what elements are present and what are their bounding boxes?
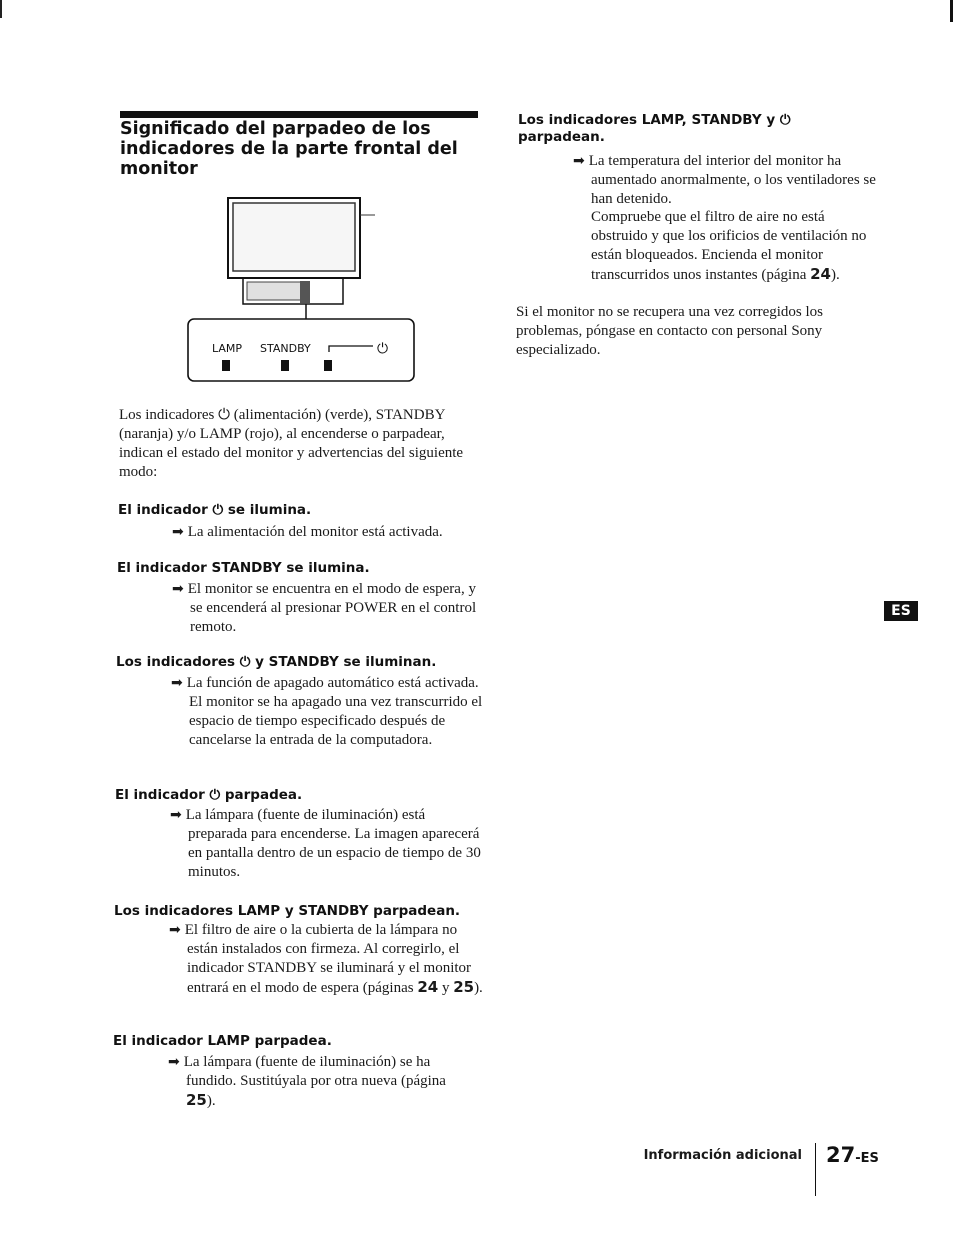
- arrow-icon: ➡: [168, 1054, 180, 1070]
- page-ref: 25: [453, 978, 475, 996]
- section-heading: El indicador STANDBY se ilumina.: [117, 560, 370, 576]
- monitor-screen: [233, 203, 355, 271]
- language-tab: ES: [884, 601, 918, 621]
- arrow-icon: ➡: [573, 153, 585, 169]
- scan-edge-mark: [0, 0, 2, 18]
- section-heading: Los indicadores LAMP y STANDBY parpadean.: [114, 903, 461, 919]
- section-heading: El indicador ⏻ parpadea.: [115, 787, 303, 803]
- standby-indicator: [281, 360, 289, 371]
- section-text: ➡ La lámpara (fuente de iluminación) está preparada para encenderse. La imagen aparecerá en pantalla dentro de un espacio de tiempo de 30 minutos.: [170, 807, 481, 880]
- page-ref: 24: [417, 978, 439, 996]
- arrow-icon: ➡: [172, 524, 184, 540]
- power-indicator: [324, 360, 332, 371]
- section-text: ➡ La alimentación del monitor está activada.: [172, 524, 443, 540]
- footer-rule: [815, 1143, 816, 1196]
- section-text: ➡ La función de apagado automático está activada. El monitor se ha apagado una vez transcurrido el espacio de tiempo especificado después de cancelarse la entrada de la computadora.: [171, 675, 483, 748]
- power-symbol-label: ⏻: [377, 341, 389, 357]
- arrow-icon: ➡: [169, 922, 181, 938]
- right-text-continued: Compruebe que el filtro de aire no está obstruido y que los orificios de ventilación no están bloqueados. Encienda el monitor transcurridos unos instantes (página 24).: [591, 209, 867, 283]
- intro-paragraph: Los indicadores ⏻ (alimentación) (verde), STANDBY (naranja) y/o LAMP (rojo), al encenderse o parpadear, indican el estado del monitor y advertencias del siguiente modo:: [119, 407, 464, 480]
- page-ref: 24: [810, 265, 831, 283]
- front-panel-illustration: [185, 195, 420, 385]
- arrow-icon: ➡: [171, 675, 183, 691]
- section-text: ➡ El monitor se encuentra en el modo de espera, y se encenderá al presionar POWER en el control remoto.: [172, 581, 477, 635]
- scan-edge-mark: [950, 0, 953, 22]
- right-text: ➡ La temperatura del interior del monitor ha aumentado anormalmente, o los ventiladores se han detenido.: [573, 153, 876, 207]
- section-text: ➡ La lámpara (fuente de iluminación) se ha fundido. Sustitúyala por otra nueva (página 25).: [168, 1054, 446, 1109]
- page-ref: 25: [186, 1091, 207, 1109]
- arrow-icon: ➡: [172, 581, 184, 597]
- page-title: Significado del parpadeo de los indicadores de la parte frontal del monitor: [120, 119, 458, 179]
- section-text: ➡ El filtro de aire o la cubierta de la lámpara no están instalados con firmeza. Al corregirlo, el indicador STANDBY se iluminará y el monitor entrará en el modo de espera (páginas 24 y 25).: [169, 922, 483, 996]
- standby-label: STANDBY: [260, 342, 311, 355]
- right-heading: Los indicadores LAMP, STANDBY y ⏻ parpadean.: [518, 112, 791, 145]
- section-heading: El indicador ⏻ se ilumina.: [118, 502, 312, 518]
- title-rule: [120, 111, 478, 118]
- section-heading: El indicador LAMP parpadea.: [113, 1033, 332, 1049]
- lamp-label: LAMP: [212, 342, 243, 355]
- right-note: Si el monitor no se recupera una vez corregidos los problemas, póngase en contacto con personal Sony especializado.: [516, 304, 823, 358]
- footer-section-label: Información adicional: [643, 1148, 802, 1163]
- lamp-indicator: [222, 360, 230, 371]
- section-heading: Los indicadores ⏻ y STANDBY se iluminan.: [116, 654, 437, 670]
- page-number: 27-ES: [826, 1143, 879, 1167]
- arrow-icon: ➡: [170, 807, 182, 823]
